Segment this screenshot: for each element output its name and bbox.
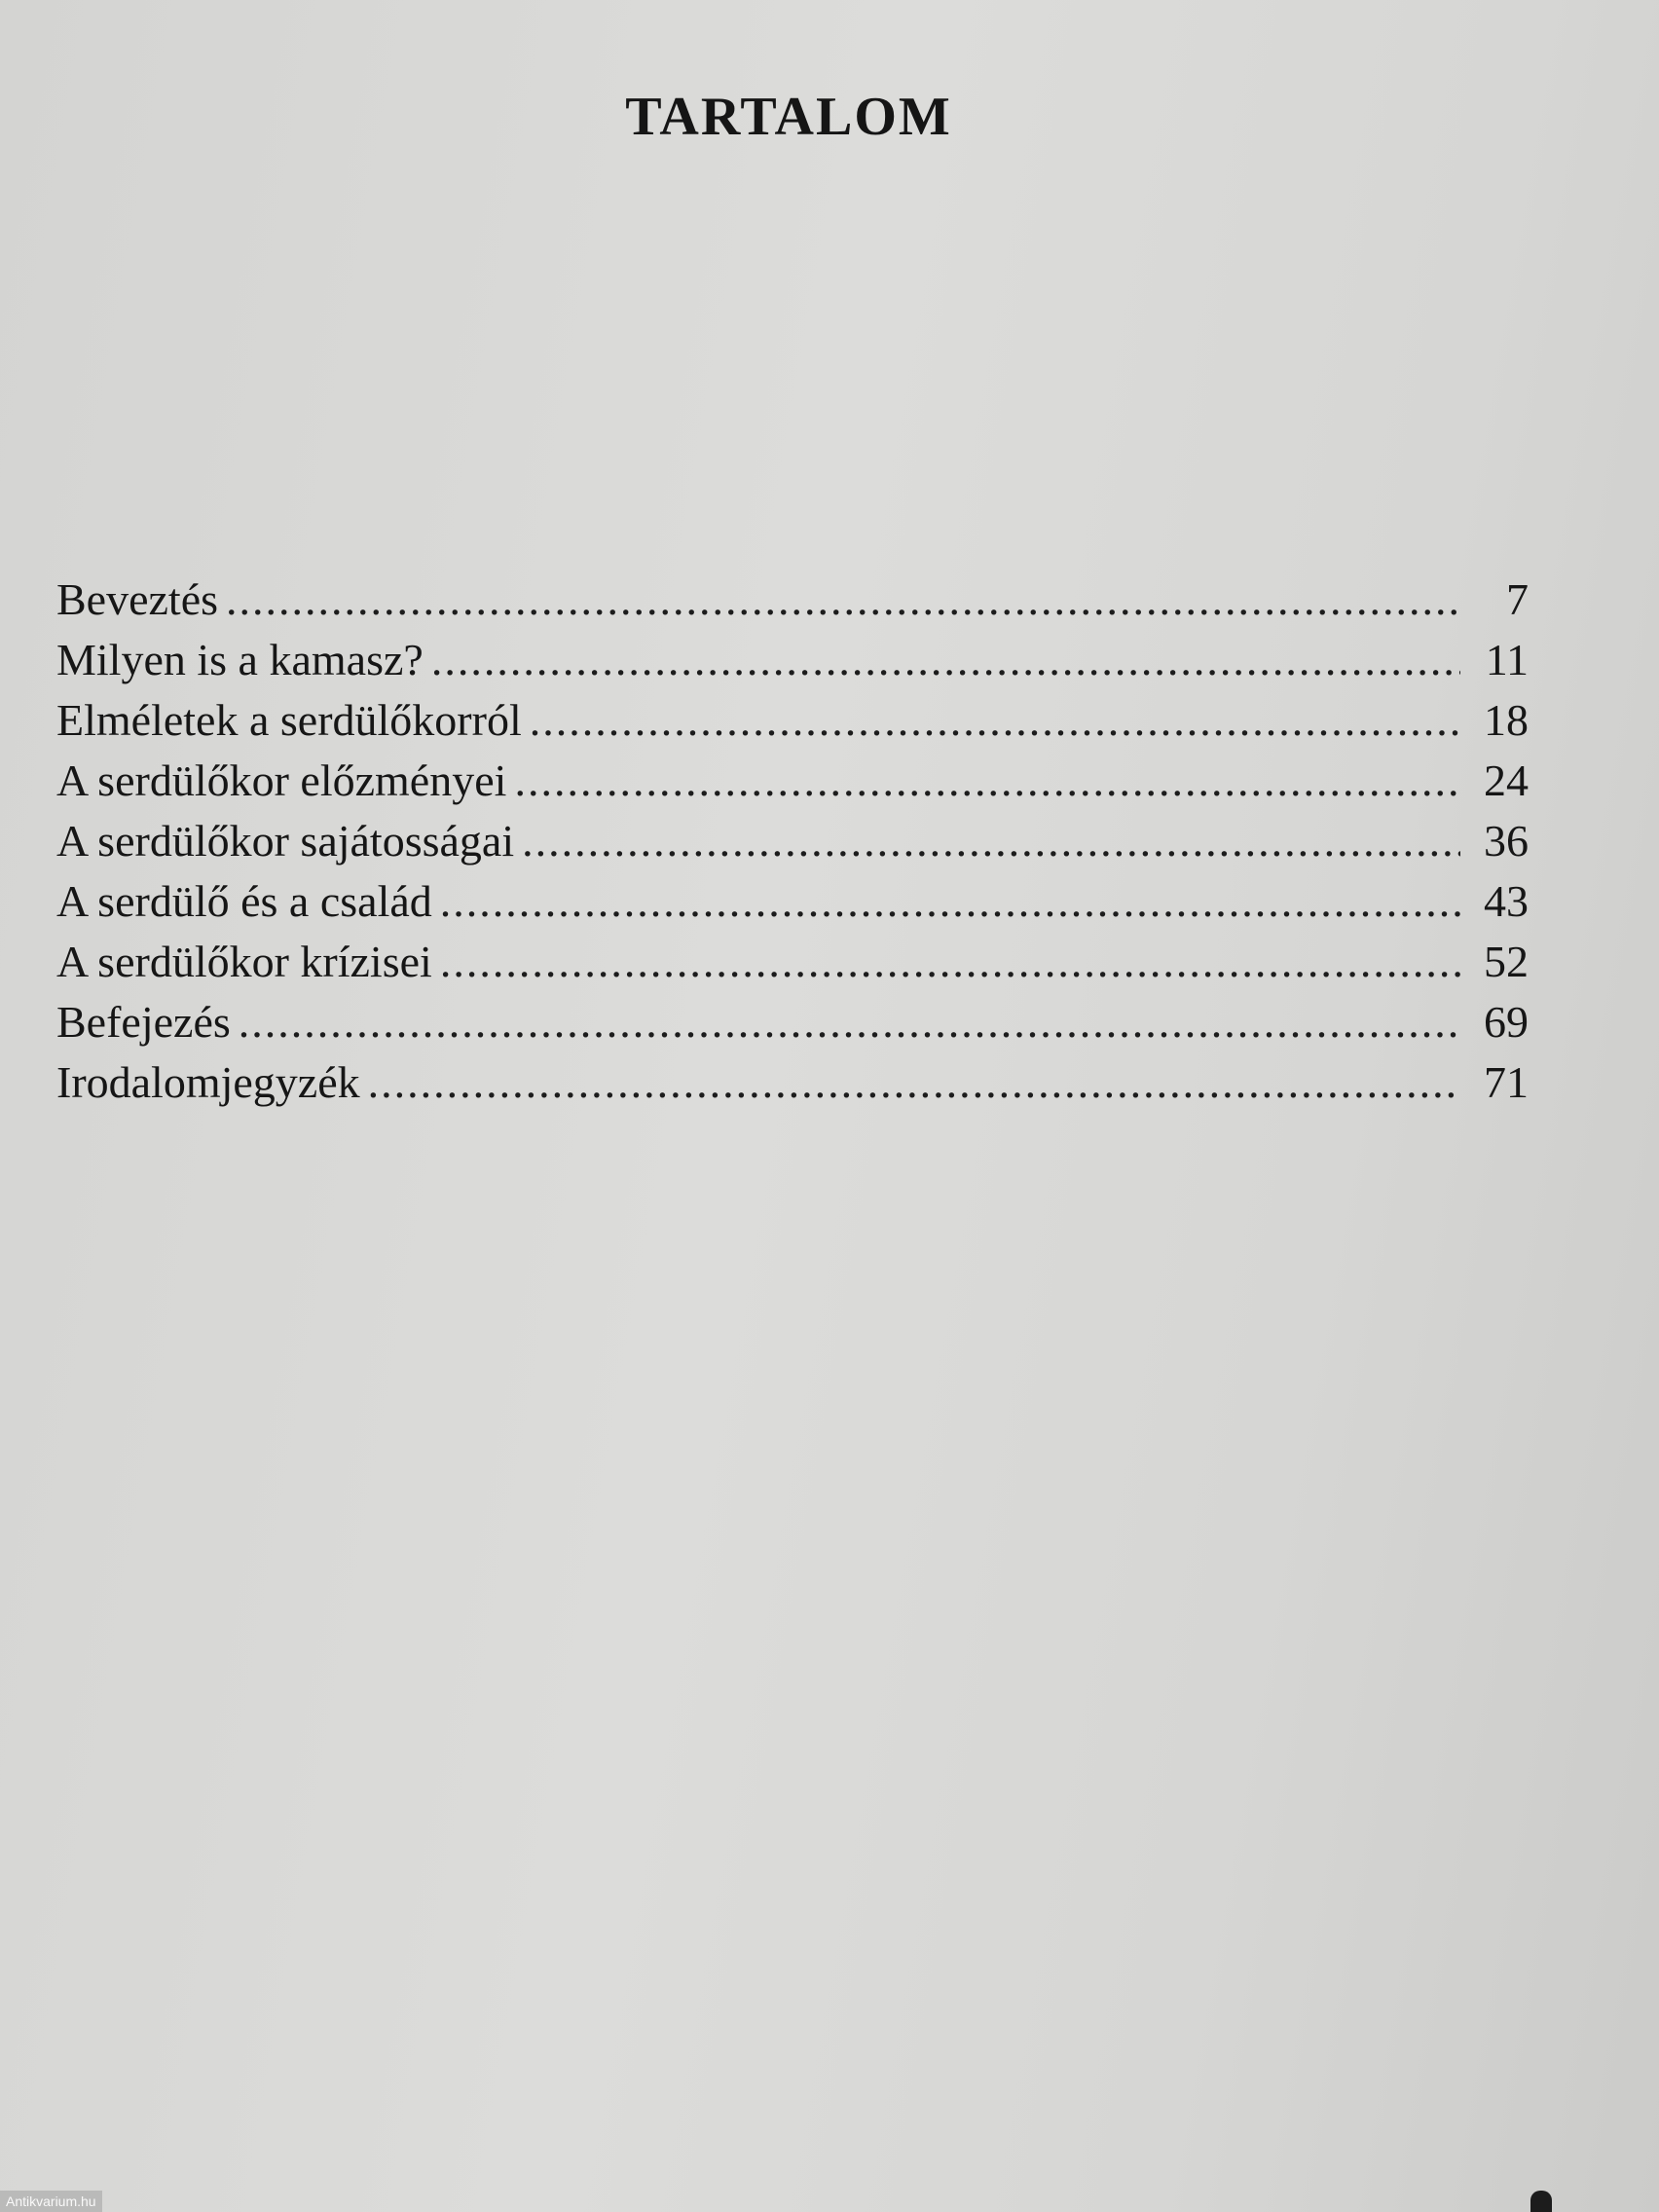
toc-page-number: 71 xyxy=(1484,1057,1529,1107)
toc-entry-title: A serdülőkor krízisei xyxy=(56,937,432,986)
toc-leader-dots xyxy=(440,932,1460,992)
toc-entry-title: Milyen is a kamasz? xyxy=(56,635,424,684)
toc-entry xyxy=(56,570,1529,630)
toc-entry-title: Befejezés xyxy=(56,997,231,1047)
watermark-label: Antikvarium.hu xyxy=(0,2191,102,2212)
toc-entry-title: Irodalomjegyzék xyxy=(56,1057,360,1107)
toc-page-number: 52 xyxy=(1484,937,1529,986)
toc-leader-dots xyxy=(368,1052,1460,1113)
toc-entry-title: A serdülő és a család xyxy=(56,876,432,926)
toc-leader-dots xyxy=(522,811,1460,871)
toc-entry xyxy=(56,992,1529,1052)
table-of-contents xyxy=(56,570,1529,1113)
toc-leader-dots xyxy=(530,690,1460,751)
toc-entry xyxy=(56,1052,1529,1113)
toc-leader-dots xyxy=(239,992,1460,1052)
toc-page-number: 43 xyxy=(1484,876,1529,926)
toc-entry xyxy=(56,871,1529,932)
toc-page-number: 36 xyxy=(1484,816,1529,866)
toc-entry xyxy=(56,811,1529,871)
toc-leader-dots xyxy=(514,751,1460,811)
toc-entry-title: A serdülőkor előzményei xyxy=(56,756,507,805)
toc-entry xyxy=(56,630,1529,690)
toc-entry-title: A serdülőkor sajátosságai xyxy=(56,816,515,866)
toc-page-number: 7 xyxy=(1506,574,1529,624)
toc-page-number: 11 xyxy=(1485,635,1529,684)
page-title: TARTALOM xyxy=(625,87,952,147)
page-number-fragment xyxy=(1530,2191,1552,2212)
toc-entry xyxy=(56,751,1529,811)
toc-page-number: 24 xyxy=(1484,756,1529,805)
toc-leader-dots xyxy=(440,871,1460,932)
toc-entry-title: Beveztés xyxy=(56,574,219,624)
toc-entry xyxy=(56,690,1529,751)
toc-page-number: 69 xyxy=(1484,997,1529,1047)
toc-leader-dots xyxy=(226,570,1460,630)
toc-entry xyxy=(56,932,1529,992)
toc-entry-title: Elméletek a serdülőkorról xyxy=(56,695,522,745)
toc-leader-dots xyxy=(431,630,1460,690)
toc-page-number: 18 xyxy=(1484,695,1529,745)
